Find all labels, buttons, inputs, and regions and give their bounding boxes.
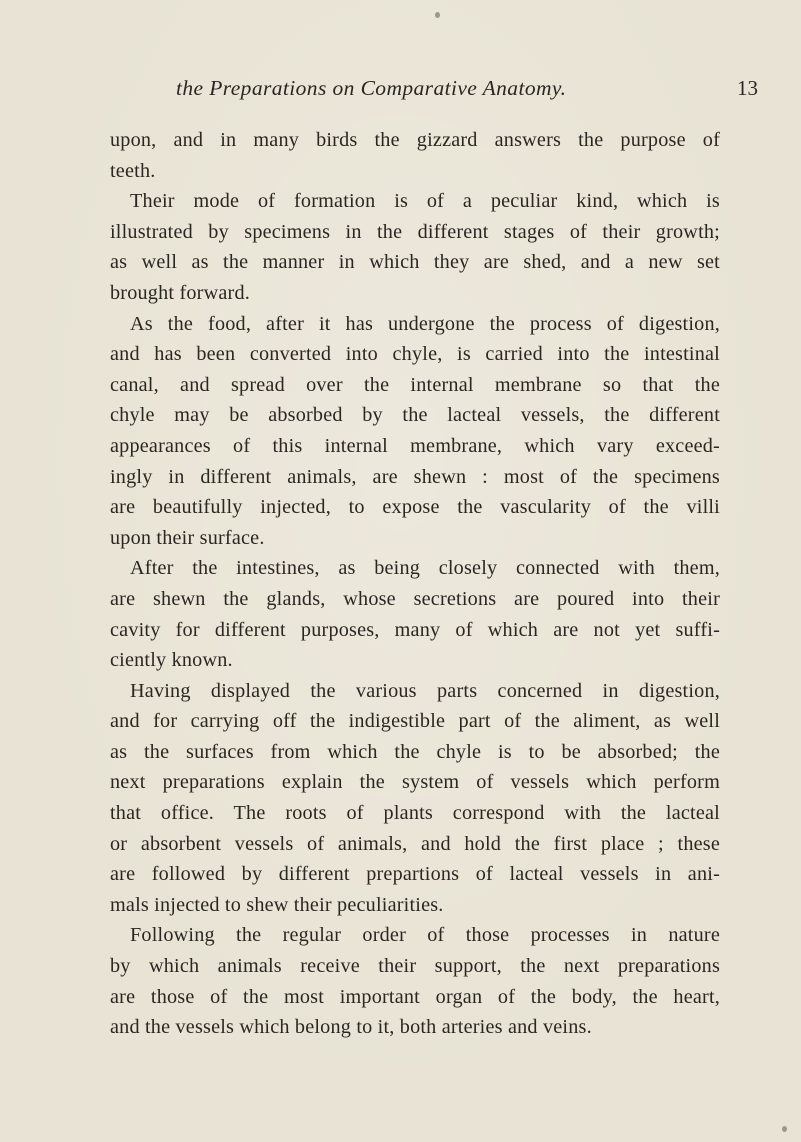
text-line: chyle may be absorbed by the lacteal vessels, the different [110, 404, 720, 427]
text-line: mals injected to shew their peculiarities. [110, 893, 444, 916]
running-head [0, 72, 801, 112]
text-line: Following the regular order of those processes in nature [130, 924, 720, 947]
text-line: are shewn the glands, whose secretions are poured into their [110, 587, 720, 610]
text-line: After the intestines, as being closely connected with them, [130, 557, 720, 580]
text-line: or absorbent vessels of animals, and hold the first place ; these [110, 832, 720, 855]
text-line: brought forward. [110, 281, 250, 304]
text-line: Having displayed the various parts concerned in digestion, [130, 679, 720, 702]
text-line: as the surfaces from which the chyle is to be absorbed; the [110, 740, 720, 763]
text-line: are followed by different prepartions of lacteal vessels in ani- [110, 863, 720, 886]
ink-speck-top [435, 12, 440, 18]
text-line: are those of the most important organ of the body, the heart, [110, 985, 720, 1008]
text-line: are beautifully injected, to expose the vascularity of the villi [110, 496, 720, 519]
text-line: teeth. [110, 159, 156, 182]
page-number: 13 [737, 76, 758, 100]
text-line: appearances of this internal membrane, which vary exceed- [110, 434, 720, 457]
text-line: as well as the manner in which they are shed, and a new set [110, 251, 720, 274]
text-line: ingly in different animals, are shewn : most of the specimens [110, 465, 720, 488]
ink-speck-bottom [782, 1126, 787, 1132]
text-line: illustrated by specimens in the different stages of their growth; [110, 220, 720, 243]
text-line: As the food, after it has undergone the process of digestion, [130, 312, 720, 335]
text-line: that office. The roots of plants correspond with the lacteal [110, 802, 720, 825]
running-title: the Preparations on Comparative Anatomy. [176, 76, 567, 100]
text-line: and the vessels which belong to it, both arteries and veins. [110, 1016, 592, 1039]
text-line: upon their surface. [110, 526, 265, 549]
text-line: cavity for different purposes, many of which are not yet suffi- [110, 618, 720, 641]
text-line: canal, and spread over the internal membrane so that the [110, 373, 720, 396]
text-line: and for carrying off the indigestible part of the aliment, as well [110, 710, 720, 733]
text-line: Their mode of formation is of a peculiar kind, which is [130, 190, 720, 213]
text-line: upon, and in many birds the gizzard answers the purpose of [110, 129, 720, 151]
text-line: and has been converted into chyle, is carried into the intestinal [110, 343, 720, 366]
text-line: by which animals receive their support, the next preparations [110, 955, 720, 978]
text-line: ciently known. [110, 649, 233, 672]
body-text [110, 125, 720, 1043]
text-line: next preparations explain the system of vessels which perform [110, 771, 720, 794]
